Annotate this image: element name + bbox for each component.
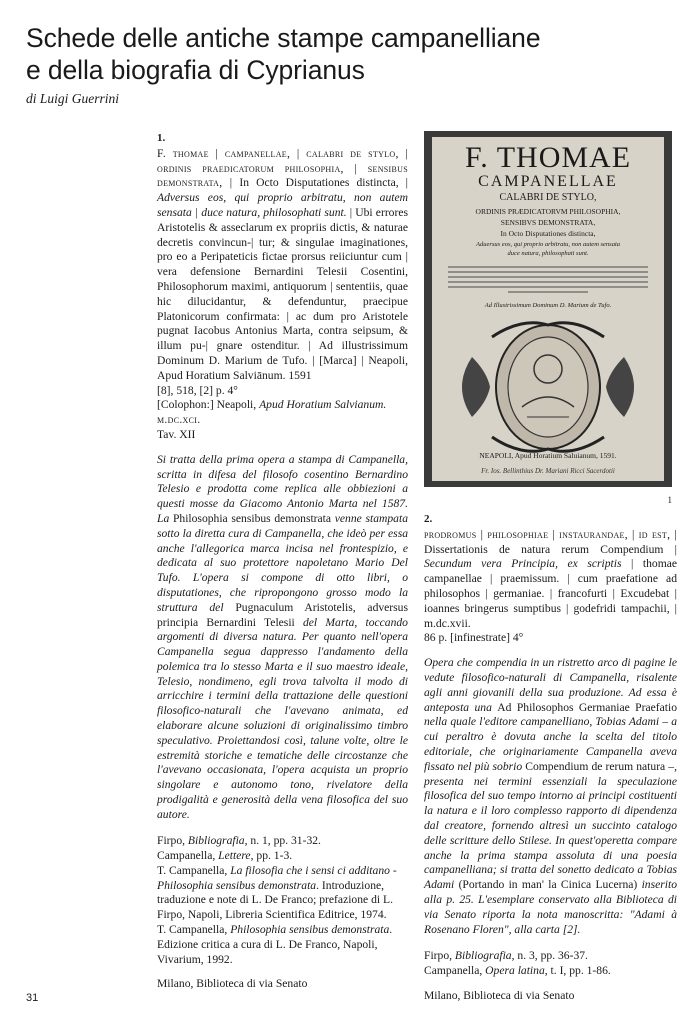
entry-1-pagination: [8], 518, [2] p. 4° xyxy=(157,383,238,397)
plate-manuscript-signature: Fr. Ios. Bellinthius Dr. Mariani Ricci Sacerdotii xyxy=(481,467,615,475)
desc-6: (Portando in man' la Cinica Lucerna) xyxy=(458,878,638,892)
entry-1-location: Milano, Biblioteca di via Senato xyxy=(157,977,308,991)
entry-1-number: 1. xyxy=(157,132,166,144)
ref-a: Campanella, xyxy=(424,963,486,977)
entry-2-number: 2. xyxy=(424,513,433,525)
entry-2 xyxy=(424,512,677,1003)
entry-1-references xyxy=(157,834,408,967)
desc-3: nella quale l'editore campanelliano, Tobias Adami – a cui peraltro è dovuta anche la scelta del titolo editoriale, che originariamente Campanella aveva fissato nel più sobrio xyxy=(424,715,677,773)
entry-2-commentary xyxy=(424,656,677,937)
plate-line-4: ORDINIS PRÆDICATORVM PHILOSOPHIA, xyxy=(475,207,621,216)
ref-i: Opera latina xyxy=(485,963,545,977)
desc-7: inserito alla p. 25. L'esemplare conservato alla Biblioteca di via Senato riporta la nota manoscritta: "Adami à Rosenano Floren", alla carta [2]. xyxy=(424,878,677,936)
title-line-1: Schede delle antiche stampe campanelliane xyxy=(26,23,541,53)
ref-a: Firpo, xyxy=(157,834,188,848)
ref-i: Lettere xyxy=(218,849,251,863)
entry-2-body-a: Dissertationis de natura rerum Compendium | xyxy=(424,542,677,556)
entry-1-commentary xyxy=(157,453,408,823)
plate-line-8: duce natura, philosophati sunt. xyxy=(507,250,589,257)
ref-b: , pp. 1-3. xyxy=(250,849,293,863)
plate-figure-number: 1 xyxy=(667,495,672,505)
entry-1-colophon xyxy=(157,398,408,428)
entry-1-bibliographic-description xyxy=(157,147,408,384)
plate-line-2: CAMPANELLAE xyxy=(478,173,618,190)
reference xyxy=(424,964,677,979)
colophon-a: [Colophon:] Neapoli, xyxy=(157,398,260,412)
desc-3: venne stampata sotto la diretta cura di Campanella, che ideò per essa anche l'allegorica marca incisa nel frontespizio, e dedicata al suo protettore napoletano Mario Del Tufo. L'opera si compone di otto libri, o disputationes, che ripropongono grosso modo la struttura del xyxy=(157,511,408,614)
ref-b: . Edizione critica a cura di L. De Franco, Napoli, Vivarium, 1992. xyxy=(157,923,393,966)
plate-line-5: SENSIBVS DEMONSTRATA, xyxy=(500,218,596,227)
plate-page xyxy=(432,137,664,481)
plate-line-1: F. THOMAE xyxy=(464,141,632,174)
entry-1-body-b: | Ubi errores Aristotelis & asseclarum ex propriis dictis, & naturae decretis convincun-| tur; & singulae imaginationes, pro eo a Peripateticis fictae prorsus reiiciuntur cum | vera defensione Bernardini Telesii Cosentini, Philosophorum maximi, antiquorum | sententiis, quae hic dilucidantur, & defenduntur, praecipue Platonicorum confirmata: | ac dum pro Aristotele pugnat Iacobus Antonius Marta, contra seipsum, & illum pu-| gnare ostenditur. | Ad illustrissimum Dominum D. Marium de Tufo. | [Marca] | Neapoli, Apud Horatium Salviānum. 1591 xyxy=(157,205,408,382)
colophon-italic: Apud Horatium Salvianum. xyxy=(259,398,387,412)
desc-4: Compendium de rerum natura xyxy=(525,759,666,773)
title-page-plate-image xyxy=(424,131,672,487)
reference xyxy=(157,923,408,967)
plate-line-7: Aduersus eos, qui proprio arbitratu, non autem sensata xyxy=(475,241,621,248)
ref-a: T. Campanella, xyxy=(157,923,231,937)
page-number: 31 xyxy=(26,992,39,1004)
ref-b: , n. 1, pp. 31-32. xyxy=(244,834,321,848)
ref-a: Firpo, xyxy=(424,948,455,962)
ref-a: Campanella, xyxy=(157,849,219,863)
entry-2-location: Milano, Biblioteca di via Senato xyxy=(424,988,575,1002)
printer-mark-engraving xyxy=(432,317,664,457)
desc-5: del Marta, toccando argomenti di diversa natura. Per quanto nell'opera Campanella segua dappresso l'andamento della polemica tra lo stesso Marta e il suo maestro ideale, Telesio, nondimeno, egli trova talvolta il modo di arricchire i termini della trattazione delle questioni filosofico-naturali che l'avevano animata, ed elaborare alcune soluzioni di originalissimo timbro speculativo. Proiettandosi così, talune volte, oltre le estremità storiche e tematiche delle circostanze che l'avevano occasionata, l'opera acquista un proprio singolare e autonomo tono, rivelatore della prodigalità e generosità della vena filosofica del suo autore. xyxy=(157,615,408,821)
plate-imprint: NEAPOLI, Apud Horatium Saluianum, 1591. xyxy=(479,451,617,460)
plate-line-9: Ad Illustrissimum Dominum D. Marium de Tufo. xyxy=(484,302,612,309)
ref-i: Bibliografia xyxy=(454,948,512,962)
author: di Luigi Guerrini xyxy=(26,91,120,106)
reference xyxy=(424,949,677,964)
plate-text-block xyxy=(448,263,648,296)
ref-i: Bibliografia xyxy=(187,834,245,848)
reference xyxy=(157,849,408,864)
entry-1 xyxy=(157,131,408,992)
page-title xyxy=(26,22,586,86)
desc-2: Ad Philosophos Germaniae Praefatio xyxy=(497,700,677,714)
reference xyxy=(157,834,408,849)
plate-line-6: In Octo Disputationes distincta, xyxy=(500,229,596,238)
entry-2-body-italic: Secundum vera Principia, ex scriptis xyxy=(424,557,622,571)
entry-1-heading: F. thomae | campanellae, | calabri de stylo, | ordinis praedicatorum philosophia, | sensibus demonstrata, | xyxy=(157,146,408,190)
colophon-b: m.dc.xci. xyxy=(157,413,201,427)
ref-i: La filosofia che i sensi ci additano - Philosophia sensibus demonstrata xyxy=(157,863,397,892)
plate-line-3: CALABRI DE STYLO, xyxy=(499,192,597,203)
ref-b: , t. I, pp. 1-86. xyxy=(544,963,611,977)
entry-2-references xyxy=(424,949,677,979)
entry-1-plate-ref: Tav. XII xyxy=(157,427,196,441)
desc-1: Si tratta della prima opera a stampa di Campanella, scritta in difesa del filosofo cosentino Bernardino Telesio e prodotta come replica alle obbiezioni a questi mosse da Giacomo Antonio Marta nel 1587. La xyxy=(157,452,408,525)
desc-5: –, presenta nei termini essenziali la speculazione filosofica del suo tempo intorno ai principi costituenti la natura e il loro complesso rapporto di dipendenza dal creatore, fornendo altresì un succinto catalogo delle scritture dello Stilese. In quest'operetta compare anche la prima stampa assoluta di una poesia campanelliana; si tratta del sonetto dedicato a Tobias Adami xyxy=(424,759,677,892)
entry-2-body-b: | thomae campanellae | praemissum. | cum praefatione ad philosophos | germaniae. | francofurti | Excudebat | ioannes bringerus sumptibus | godefridi tampachii, | m.dc.xvii. xyxy=(424,557,678,630)
entry-2-heading: prodromus | philosophiae | instaurandae, | id est, | xyxy=(424,527,677,541)
entry-1-body-a: In Octo Disputationes distincta, | xyxy=(232,176,408,190)
title-line-2: e della biografia di Cyprianus xyxy=(26,55,365,85)
ref-a: T. Campanella, xyxy=(157,863,231,877)
entry-2-bibliographic-description xyxy=(424,528,677,632)
desc-2: Philosophia sensibus demonstrata xyxy=(172,511,332,525)
ref-i: Philosophia sensibus demonstrata xyxy=(230,923,390,937)
desc-1: Opera che compendia in un ristretto arco di pagine le vedute filosofico-naturali di Campanella, risalente agli anni giovanili della sua produzione. Ad essa è anteposta una xyxy=(424,656,677,714)
reference xyxy=(157,864,408,923)
ref-b: . Introduzione, traduzione e note di L. De Franco; prefazione di L. Firpo, Napoli, Libreria Scientifica Editrice, 1974. xyxy=(157,878,393,922)
ref-b: , n. 3, pp. 36-37. xyxy=(511,948,588,962)
desc-4: Pugnaculum Aristotelis, adversus principia Bernardini Telesii xyxy=(157,600,408,629)
entry-1-body-italic: Adversus eos, qui proprio arbitratu, non autem sensata | duce natura, philosophati sunt. xyxy=(157,191,408,219)
entry-2-pagination: 86 p. [infinestrate] 4° xyxy=(424,631,524,645)
